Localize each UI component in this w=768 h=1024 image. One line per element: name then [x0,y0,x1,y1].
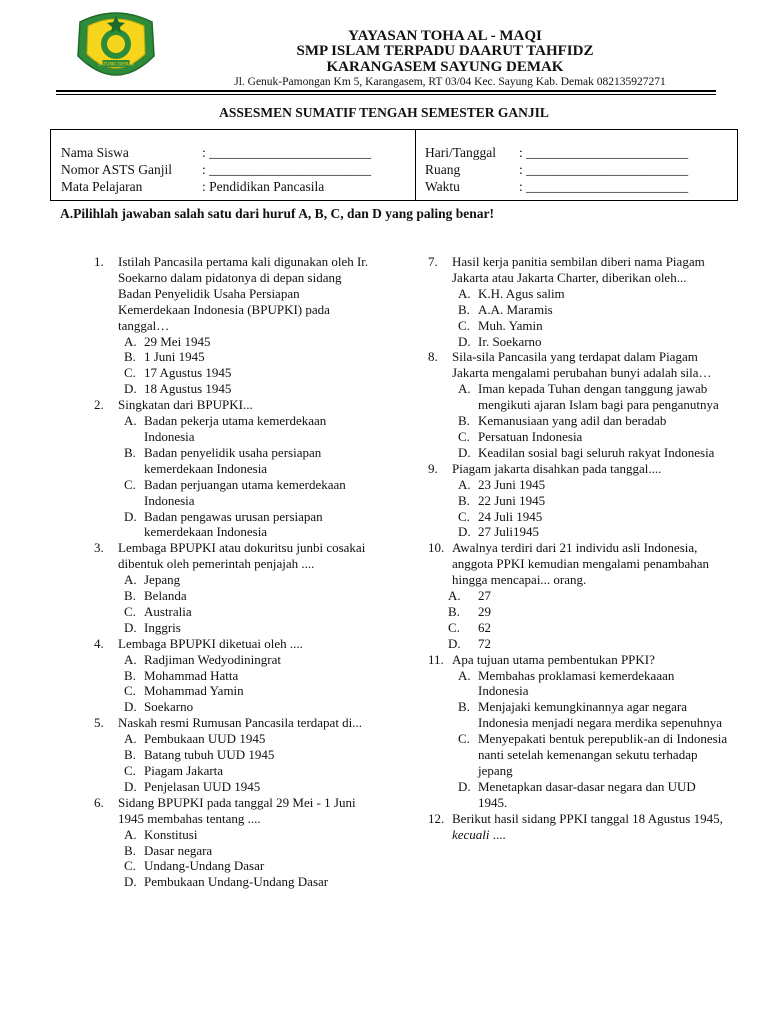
option-letter: A. [458,285,471,301]
answer-option[interactable] [428,636,728,652]
question-item [428,254,728,286]
header-rule-thick [56,90,716,92]
option-text: 18 Agustus 1945 [144,381,232,397]
option-letter: D. [448,635,461,651]
option-text: Menetapkan dasar-dasar negara dan UUD 1945. [478,778,696,810]
option-letter: C. [124,365,136,381]
question-item [428,540,728,588]
question-text: Lembaga BPUPKI atau dokuritsu junbi cosakai dibentuk oleh pemerintah penjajah .... [118,540,366,572]
answer-option[interactable] [94,445,374,477]
question-item [94,715,374,731]
ruang-field[interactable]: : ________________________ [519,162,689,177]
option-text: Menjajaki kemungkinannya agar negara Indonesia menjadi negara merdika sepenuhnya [478,699,723,731]
option-letter: A. [458,667,471,683]
option-letter: C. [458,508,470,524]
exam-title: ASSESMEN SUMATIF TENGAH SEMESTER GANJIL [219,105,549,120]
option-letter: D. [458,778,471,794]
option-text: Mohammad Yamin [144,683,244,699]
answer-option[interactable] [94,509,374,541]
option-letter: B. [458,492,470,508]
option-text: Iman kepada Tuhan dengan tanggung jawab mengikuti ajaran Islam bagi para penganutnya [478,381,719,413]
question-item [94,397,374,413]
answer-option[interactable] [94,572,374,588]
option-letter: D. [124,699,137,715]
answer-option[interactable] [94,843,374,859]
option-text: 62 [478,619,491,635]
header-foundation-name: YAYASAN TOHA AL - MAQI [348,28,542,44]
option-letter: D. [124,778,137,794]
option-letter: B. [124,842,136,858]
option-text: Konstitusi [144,826,198,842]
instruction-text: A.Pilihlah jawaban salah satu dari huruf A, B, C, dan D yang paling benar! [60,206,494,221]
answer-option[interactable] [428,477,728,493]
option-letter: B. [124,588,136,604]
question-column-right [428,254,728,843]
header-location: KARANGASEM SAYUNG DEMAK [326,59,564,75]
answer-option[interactable] [428,445,728,461]
question-number: 10. [428,540,445,556]
answer-option[interactable] [94,620,374,636]
option-text: Piagam Jakarta [144,763,224,778]
option-letter: C. [124,683,136,699]
option-text: K.H. Agus salim [478,285,565,301]
option-text: 1 Juni 1945 [144,349,205,365]
answer-option[interactable] [94,652,374,668]
answer-option[interactable] [428,413,728,429]
answer-option[interactable] [94,381,374,397]
answer-option[interactable] [428,604,728,620]
option-letter: C. [448,619,460,635]
option-text: Belanda [144,588,187,604]
option-letter: C. [124,603,136,619]
answer-option[interactable] [94,334,374,350]
option-text: 27 [478,588,491,604]
option-letter: A. [458,381,471,397]
answer-option[interactable] [94,668,374,684]
option-text: Keadilan sosial bagi seluruh rakyat Indonesia [478,444,715,460]
question-emphasis: kecuali [452,826,490,842]
option-text: Undang-Undang Dasar [144,858,265,874]
option-text: Pembukaan Undang-Undang Dasar [144,874,329,890]
question-text: Awalnya terdiri dari 21 individu asli Indonesia, anggota PPKI kemudian mengalami penambahan hingga mencapai... orang. [452,540,710,588]
option-letter: D. [124,381,137,397]
answer-option[interactable] [94,731,374,747]
option-text: Radjiman Wedyodiningrat [144,651,281,667]
question-number: 12. [428,810,445,826]
option-text: 24 Juli 1945 [478,508,543,524]
ruang-label: Ruang [425,162,461,177]
waktu-field[interactable]: : ________________________ [519,179,689,194]
info-row-hari [425,145,689,161]
option-letter: D. [124,619,137,635]
question-text: Berikut hasil sidang PPKI tanggal 18 Agustus 1945, kecuali .... [452,810,723,842]
option-letter: A. [124,826,137,842]
option-letter: A. [124,731,137,747]
option-letter: C. [124,476,136,492]
answer-option[interactable] [428,509,728,525]
answer-option[interactable] [428,429,728,445]
option-text: Badan penyelidik usaha persiapan kemerdekaan Indonesia [144,444,322,476]
info-row-mapel [61,179,325,195]
question-text: Sila-sila Pancasila yang terdapat dalam Piagam Jakarta mengalami perubahan bunyi adalah sila… [452,349,712,381]
answer-option[interactable] [428,668,728,700]
question-number: 8. [428,349,438,365]
option-letter: C. [458,731,470,747]
question-item [94,540,374,572]
answer-option[interactable] [428,334,728,350]
question-text: Piagam jakarta disahkan pada tanggal.... [452,460,662,476]
option-letter: C. [458,428,470,444]
option-text: Ir. Soekarno [478,333,542,349]
option-letter: A. [124,333,137,349]
school-logo [74,8,158,84]
question-text: Sidang BPUPKI pada tanggal 29 Mei - 1 Juni 1945 membahas tentang .... [118,794,356,826]
option-text: Jepang [144,572,181,588]
student-info-box [50,129,738,201]
option-letter: B. [448,603,460,619]
option-letter: B. [124,349,136,365]
option-text: 27 Juli1945 [478,524,540,540]
question-column-left [94,254,374,890]
option-text: Batang tubuh UUD 1945 [144,747,275,763]
answer-option[interactable] [428,779,728,811]
question-item [428,811,728,843]
info-row-waktu [425,179,689,195]
waktu-label: Waktu [425,179,460,194]
option-letter: B. [458,413,470,429]
option-text: Muh. Yamin [478,317,543,333]
option-letter: B. [124,667,136,683]
option-letter: C. [458,317,470,333]
question-text: Apa tujuan utama pembentukan PPKI? [452,651,655,667]
option-text: Menyepakati bentuk perepublik-an di Indonesia nanti setelah kemenangan sekutu terhadap jepang [478,731,728,778]
answer-option[interactable] [428,381,728,413]
answer-option[interactable] [428,699,728,731]
answer-option[interactable] [94,699,374,715]
answer-option[interactable] [94,827,374,843]
option-text: Penjelasan UUD 1945 [144,778,261,794]
question-number: 7. [428,254,438,269]
question-text: Lembaga BPUPKI diketuai oleh .... [118,635,303,651]
mapel-value: : Pendidikan Pancasila [202,179,325,194]
option-text: Badan perjuangan utama kemerdekaan Indonesia [144,476,346,508]
question-number: 11. [428,651,444,667]
option-text: Kemanusiaan yang adil dan beradab [478,413,667,429]
nomor-label: Nomor ASTS Ganjil [61,162,173,177]
header-address: Jl. Genuk-Pamongan Km 5, Karangasem, RT 03/04 Kec. Sayung Kab. Demak 082135927271 [234,76,666,88]
answer-option[interactable] [94,477,374,509]
option-text: 22 Juni 1945 [478,492,546,508]
option-text: 29 Mei 1945 [144,333,211,349]
question-text: Naskah resmi Rumusan Pancasila terdapat di... [118,715,363,731]
nama-label: Nama Siswa [61,145,129,160]
question-item [428,652,728,668]
answer-option[interactable] [428,318,728,334]
nama-field[interactable]: : ________________________ [202,145,372,160]
option-text: Pembukaan UUD 1945 [144,731,266,747]
option-text: Soekarno [144,699,194,715]
option-letter: A. [448,588,461,604]
answer-option[interactable] [94,588,374,604]
option-text: Badan pekerja utama kemerdekaan Indonesia [144,413,327,444]
answer-option[interactable] [94,874,374,890]
question-number: 3. [94,540,104,556]
option-letter: D. [124,508,137,524]
option-text: Membahas proklamasi kemerdekaaan Indonesia [478,667,675,699]
option-letter: A. [124,413,137,429]
option-letter: C. [124,763,136,778]
answer-option[interactable] [94,365,374,381]
option-text: Australia [144,603,192,619]
question-number: 4. [94,635,104,651]
question-item [94,795,374,827]
question-number: 5. [94,715,104,731]
answer-option[interactable] [94,349,374,365]
option-text: Mohammad Hatta [144,667,239,683]
option-letter: B. [458,699,470,715]
answer-option[interactable] [94,858,374,874]
mapel-label: Mata Pelajaran [61,179,143,194]
answer-option[interactable] [428,524,728,540]
option-letter: D. [124,874,137,890]
option-letter: D. [458,333,471,349]
option-text: 17 Agustus 1945 [144,365,232,381]
option-letter: D. [458,524,471,540]
option-letter: A. [458,476,471,492]
answer-option[interactable] [428,620,728,636]
option-letter: A. [124,651,137,667]
option-text: Persatuan Indonesia [478,428,583,444]
question-item [94,636,374,652]
hari-label: Hari/Tanggal [425,145,497,160]
question-number: 2. [94,397,104,413]
question-number: 9. [428,460,438,476]
question-text: Istilah Pancasila pertama kali digunakan oleh Ir. Soekarno dalam pidatonya di depan sidang Badan Penyelidik Usaha Persiapan Kemerdekaan Indonesia (BPUPKI) pada tanggal… [118,254,369,333]
question-item [428,461,728,477]
answer-option[interactable] [428,302,728,318]
option-letter: B. [124,747,136,763]
option-letter: B. [124,444,136,460]
info-row-nama [61,145,372,161]
option-text: Dasar negara [144,842,213,858]
question-item [428,349,728,381]
option-text: Badan pengawas urusan persiapan kemerdekaan Indonesia [144,508,323,540]
hari-field[interactable]: : ________________________ [519,145,689,160]
info-box-divider [415,130,416,200]
svg-text:SATUNG DEMAK: SATUNG DEMAK [97,62,135,68]
answer-option[interactable] [94,683,374,699]
option-letter: D. [458,444,471,460]
answer-option[interactable] [428,731,728,779]
answer-option[interactable] [94,604,374,620]
header-rule-thin [56,94,716,95]
option-text: A.A. Maramis [478,301,553,317]
answer-option[interactable] [94,779,374,795]
answer-option[interactable] [428,286,728,302]
header-school-name: SMP ISLAM TERPADU DAARUT TAHFIDZ [296,43,594,59]
question-number: 6. [94,794,104,810]
option-letter: A. [124,572,137,588]
option-text: 72 [478,635,491,651]
option-text: Inggris [144,619,181,635]
option-text: 29 [478,603,491,619]
answer-option[interactable] [94,763,374,779]
answer-option[interactable] [428,493,728,509]
info-row-nomor [61,162,372,178]
question-item [94,254,374,334]
question-number: 1. [94,254,104,269]
info-row-ruang [425,162,689,178]
answer-option[interactable] [94,747,374,763]
option-text: 23 Juni 1945 [478,476,546,492]
nomor-field[interactable]: : ________________________ [202,162,372,177]
question-text: Hasil kerja panitia sembilan diberi nama Piagam Jakarta atau Jakarta Charter, diberikan oleh... [452,254,705,285]
answer-option[interactable] [94,413,374,445]
option-letter: C. [124,858,136,874]
option-letter: B. [458,301,470,317]
answer-option[interactable] [428,588,728,604]
question-text: Singkatan dari BPUPKI... [118,397,253,413]
